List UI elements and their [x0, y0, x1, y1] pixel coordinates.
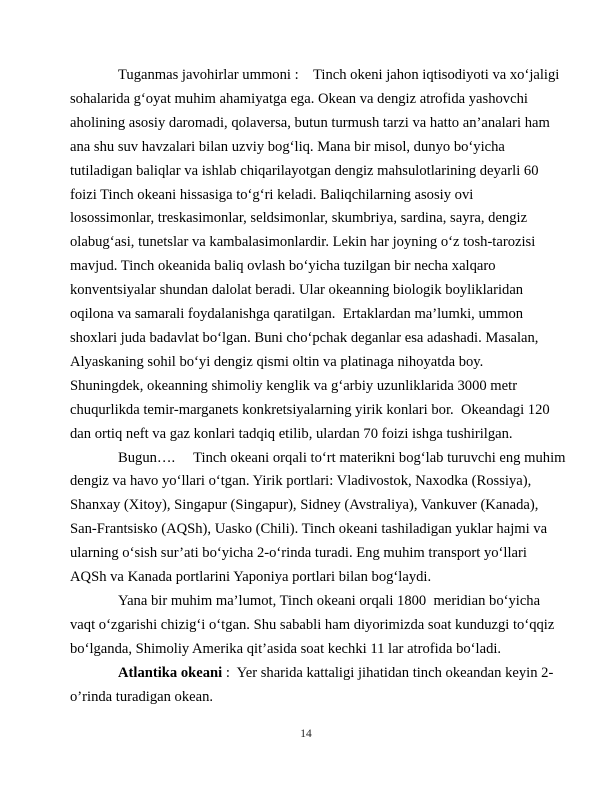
- text-line: [70, 662, 558, 686]
- text-line: bo‘lganda, Shimoliy Amerika qit’asida soat kechki 11 lar atrofida bo‘ladi.: [70, 640, 502, 657]
- text-line: vaqt o‘zgarishi chizig‘i o‘tgan. Shu sababli ham diyorimizda soat kunduzgi to‘qqiz: [70, 616, 555, 633]
- text-line: oqilona va samarali foydalanishga qaratilgan. Ertaklardan ma’lumki, ummon: [70, 306, 524, 323]
- page-number: 14: [300, 728, 312, 740]
- paragraph-ports-transport: [70, 447, 566, 590]
- text-line: ana shu suv havzalari bilan uzviy bog‘liq. Mana bir misol, dunyo bo‘yicha: [70, 138, 505, 155]
- text-line: sohalarida g‘oyat muhim ahamiyatga ega. Okean va dengiz atrofida yashovchi: [70, 90, 528, 107]
- text-line: mavjud. Tinch okeanida baliq ovlash bo‘yicha tuzilgan bir necha xalqaro: [70, 258, 496, 275]
- paragraph-date-line: [70, 590, 558, 662]
- text-line: Alyaskaning sohil bo‘yi dengiz qismi oltin va platinaga nihoyatda boy.: [70, 353, 484, 370]
- paragraph-atlantic-ocean: [70, 662, 558, 710]
- text-line: losossimonlar, treskasimonlar, seldsimonlar, skumbriya, sardina, sayra, dengiz: [70, 210, 528, 227]
- text-line: o’rinda turadigan okean.: [70, 688, 214, 705]
- text-line: chuqurlikda temir-marganets konkretsiyalarning yirik konlari bor. Okeandagi 120: [70, 401, 550, 418]
- text-line: Yana bir muhim ma’lumot, Tinch okeani orqali 1800 meridian bo‘yicha: [118, 592, 541, 609]
- text-line: ularning o‘sish sur’ati bo‘yicha 2-o‘rinda turadi. Eng muhim transport yo‘llari: [70, 545, 527, 562]
- text-run: : Yer sharida kattaligi jihatidan tinch okeandan keyin 2-: [222, 664, 554, 681]
- text-line: tutiladigan baliqlar va ishlab chiqarilayotgan dengiz mahsulotlarining deyarli 60: [70, 162, 539, 179]
- text-line: dan ortiq neft va gaz konlari tadqiq etilib, ulardan 70 foizi ishga tushirilgan.: [70, 425, 513, 442]
- paragraph-ocean-riches: [70, 64, 558, 447]
- text-line: foizi Tinch okeani hissasiga to‘g‘ri keladi. Baliqchilarning asosiy ovi: [70, 186, 474, 203]
- text-line: aholining asosiy daromadi, qolaversa, butun turmush tarzi va hatto an’analari ham: [70, 114, 550, 131]
- text-line: AQSh va Kanada portlarini Yaponiya portlari bilan bog‘laydi.: [70, 569, 432, 586]
- text-line: Tuganmas javohirlar ummoni : Tinch okeni jahon iqtisodiyoti va xo‘jaligi: [118, 67, 560, 83]
- text-line: Bugun…. Tinch okeani orqali to‘rt materikni bog‘lab turuvchi eng muhim: [118, 449, 566, 466]
- text-line: olabug‘asi, tunetslar va kambalasimonlardir. Lekin har joyning o‘z tosh-tarozisi: [70, 234, 536, 251]
- text-block: [70, 64, 566, 709]
- bold-text-run: Atlantika okeani: [118, 664, 223, 681]
- text-line: konventsiyalar shundan dalolat beradi. Ular okeanning biologik boyliklaridan: [70, 282, 524, 299]
- text-line: Shuningdek, okeanning shimoliy kenglik va g‘arbiy uzunliklarida 3000 metr: [70, 377, 518, 394]
- text-line: shoxlari juda badavlat bo‘lgan. Buni cho‘pchak deganlar esa adashadi. Masalan,: [70, 329, 539, 346]
- text-line: dengiz va havo yo‘llari o‘tgan. Yirik portlari: Vladivostok, Naxodka (Rossiya),: [70, 473, 532, 490]
- text-line: San-Frantsisko (AQSh), Uasko (Chili). Tinch okeani tashiladigan yuklar hajmi va: [70, 521, 548, 538]
- text-line: Shanxay (Xitoy), Singapur (Singapur), Sidney (Avstraliya), Vankuver (Kanada),: [70, 497, 539, 514]
